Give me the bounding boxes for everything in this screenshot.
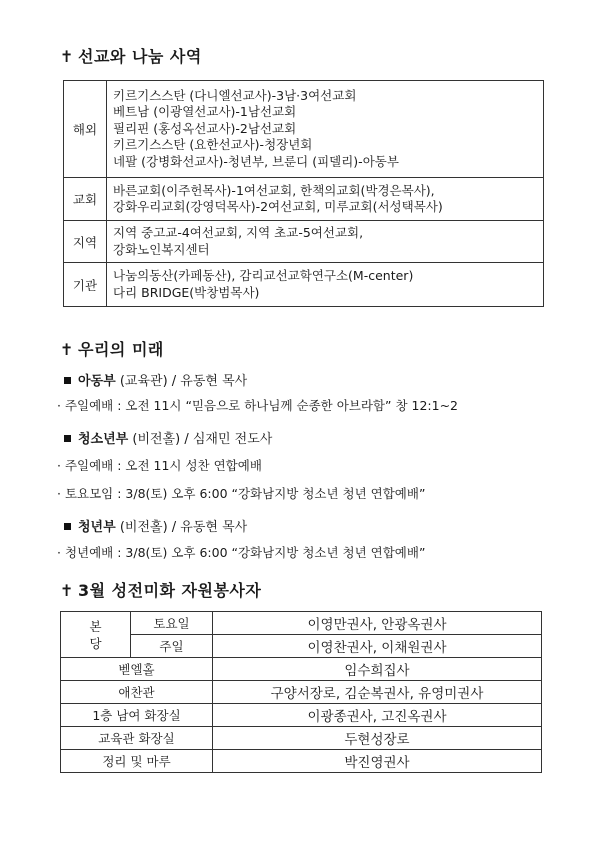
mission-category: 해외 [64, 81, 107, 178]
volunteer-names: 임수희집사 [213, 658, 542, 681]
youth-dept-name: 청소년부 [78, 432, 129, 447]
youth-saturday: · 토요모임 : 3/8(토) 오후 6:00 “강화남지방 청소년 청년 연합예배” [57, 486, 426, 501]
cross-icon: ✝ [60, 581, 74, 600]
sunday-names: 이영찬권사, 이채원권사 [213, 635, 542, 658]
mission-item: 키르기스스탄 (요한선교사)-청장년회 [113, 137, 313, 153]
mission-item: 지역 중고교-4여선교회, 지역 초교-5여선교회, [113, 225, 364, 240]
young-adult-dept-name: 청년부 [78, 520, 116, 535]
mission-row-region [64, 221, 544, 263]
volunteer-names: 구양서장로, 김순복권사, 유영미권사 [213, 681, 542, 704]
children-dept [64, 370, 247, 389]
mission-item: 필리핀 (홍성옥선교사)-2남선교회 [113, 120, 297, 136]
children-dept-name: 아동부 [78, 374, 116, 389]
volunteer-names: 박진영권사 [213, 750, 542, 773]
mission-items [107, 263, 544, 307]
mission-items [107, 81, 544, 178]
mission-item: 베트남 (이광열선교사)-1남선교회 [113, 104, 297, 120]
mission-item: 키르기스스탄 (다니엘선교사)-3남·3여선교회 [113, 87, 357, 103]
volunteer-row [61, 612, 542, 635]
mission-item: 다리 BRIDGE(박창범목사) [113, 284, 260, 300]
mission-heading [60, 44, 202, 67]
volunteer-row [61, 658, 542, 681]
volunteer-names: 이광종권사, 고진옥권사 [213, 704, 542, 727]
mission-item: 강화우리교회(강영덕목사)-2여선교회, 미루교회(서성택목사) [113, 199, 443, 214]
volunteers-table [60, 611, 542, 773]
children-dept-info: (교육관) / 유동현 목사 [115, 374, 248, 389]
mission-items [107, 178, 544, 221]
main-hall-label: 본 당 [61, 612, 131, 658]
young-adult-dept [64, 516, 247, 535]
youth-dept-info: (비전홀) / 심재민 전도사 [128, 432, 273, 447]
children-worship: · 주일예배 : 오전 11시 “믿음으로 하나님께 순종한 아브라함” 창 12:1~2 [57, 398, 458, 413]
volunteer-location: 벧엘홀 [61, 658, 213, 681]
cross-icon: ✝ [60, 47, 74, 66]
mission-row-institution [64, 263, 544, 307]
mission-category: 기관 [64, 263, 107, 307]
volunteer-location: 1층 남여 화장실 [61, 704, 213, 727]
square-bullet-icon [64, 435, 71, 442]
mission-title: 선교와 나눔 사역 [78, 47, 202, 66]
sunday-label: 주일 [131, 635, 213, 658]
future-title: 우리의 미래 [78, 340, 164, 359]
mission-item: 네팔 (강병화선교사)-청년부, 브룬디 (피델리)-아동부 [113, 153, 399, 169]
future-heading [60, 337, 164, 360]
youth-dept [64, 428, 272, 447]
volunteers-heading [60, 578, 261, 601]
mission-category: 교회 [64, 178, 107, 221]
mission-items [107, 221, 544, 263]
youth-worship: · 주일예배 : 오전 11시 성찬 연합예배 [57, 458, 262, 473]
mission-row-church [64, 178, 544, 221]
volunteer-row [61, 750, 542, 773]
mission-item: 나눔의동산(카페동산), 감리교선교학연구소(M-center) [113, 268, 414, 283]
young-adult-dept-info: (비전홀) / 유동현 목사 [115, 520, 248, 535]
mission-table [63, 80, 544, 307]
saturday-names: 이영만권사, 안광옥권사 [213, 612, 542, 635]
volunteer-names: 두현성장로 [213, 727, 542, 750]
square-bullet-icon [64, 377, 71, 384]
volunteer-location: 교육관 화장실 [61, 727, 213, 750]
volunteer-location: 정리 및 마루 [61, 750, 213, 773]
volunteer-row [61, 727, 542, 750]
mission-row-overseas [64, 81, 544, 178]
cross-icon: ✝ [60, 340, 74, 359]
young-adult-worship: · 청년예배 : 3/8(토) 오후 6:00 “강화남지방 청소년 청년 연합예배” [57, 545, 426, 560]
mission-item: 바른교회(이주헌목사)-1여선교회, 한책의교회(박경은목사), [113, 182, 435, 198]
mission-category: 지역 [64, 221, 107, 263]
saturday-label: 토요일 [131, 612, 213, 635]
volunteer-row [61, 681, 542, 704]
volunteer-row [61, 635, 542, 658]
volunteer-location: 애찬관 [61, 681, 213, 704]
volunteer-row [61, 704, 542, 727]
square-bullet-icon [64, 523, 71, 530]
volunteers-title: 3월 성전미화 자원봉사자 [78, 581, 262, 600]
mission-item: 강화노인복지센터 [113, 241, 210, 257]
